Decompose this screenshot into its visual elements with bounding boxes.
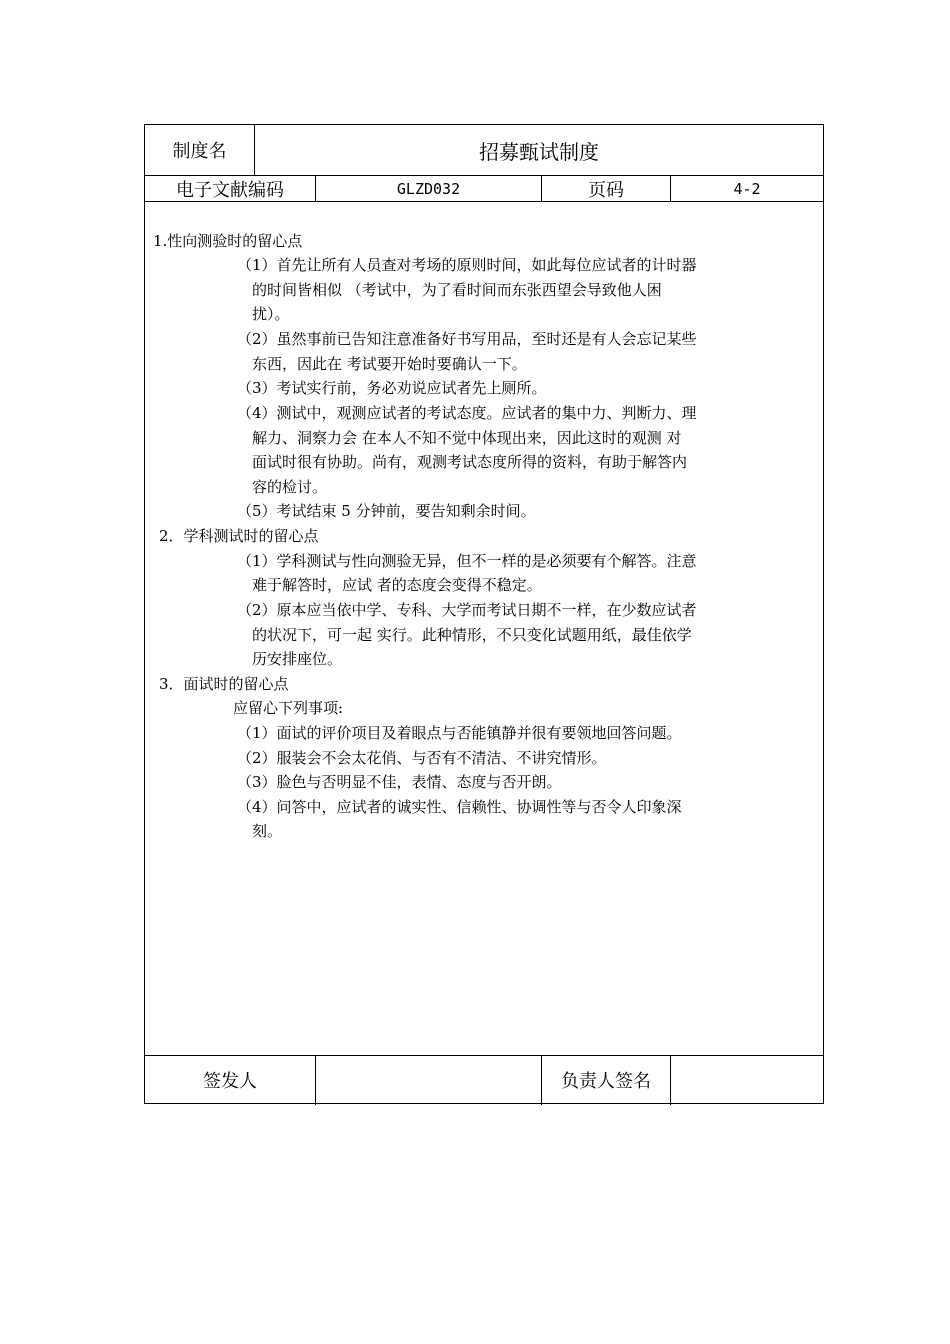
text-line: 刻。	[252, 822, 283, 840]
document-form	[144, 124, 824, 1104]
text-line: （4）测试中，观测应试者的考试态度。应试者的集中力、判断力、理	[237, 404, 697, 422]
issuer-signature-field[interactable]	[316, 1056, 541, 1104]
text-line: 容的检讨。	[252, 478, 328, 496]
label-policy-name: 制度名	[172, 141, 227, 162]
text-line: （5）考试结束 5 分钟前，要告知剩余时间。	[237, 502, 536, 520]
label-responsible-signature: 负责人签名	[561, 1071, 651, 1092]
section-heading: 1.性向测验时的留心点	[153, 232, 303, 250]
text-line: 应留心下列事项:	[233, 699, 344, 717]
responsible-signature-field[interactable]	[671, 1056, 823, 1104]
text-line: （1）首先让所有人员查对考场的原则时间，如此每位应试者的计时器	[237, 256, 697, 274]
page-number: 4-2	[733, 179, 761, 198]
section-heading: 3．面试时的留心点	[159, 675, 289, 693]
text-line: （2）虽然事前已告知注意准备好书写用品，至时还是有人会忘记某些	[237, 330, 697, 348]
label-issuer: 签发人	[203, 1071, 257, 1092]
label-page-number: 页码	[588, 179, 624, 201]
label-document-code: 电子文献编码	[176, 179, 284, 201]
text-line: 面试时很有协助。尚有，观测考试态度所得的资料，有助于解答内	[252, 453, 688, 471]
text-line: 难于解答时，应试 者的态度会变得不稳定。	[252, 576, 542, 594]
text-line: 东西，因此在 考试要开始时要确认一下。	[252, 355, 527, 373]
text-line: 扰）。	[252, 305, 290, 323]
text-line: （2）原本应当依中学、专科、大学而考试日期不一样，在少数应试者	[237, 601, 697, 619]
text-line: （1）学科测试与性向测验无异，但不一样的是必须要有个解答。注意	[237, 552, 697, 570]
document-title: 招募甄试制度	[479, 139, 599, 164]
text-line: 解力、洞察力会 在本人不知不觉中体现出来，因此这时的观测 对	[252, 429, 682, 447]
document-code: GLZD032	[396, 179, 461, 198]
text-line: 历安排座位。	[252, 650, 343, 668]
text-line: 的状况下，可一起 实行。此种情形，不只变化试题用纸，最佳依学	[252, 626, 692, 644]
text-line: （3）考试实行前，务必劝说应试者先上厕所。	[237, 379, 547, 397]
text-line: （1）面试的评价项目及着眼点与否能镇静并很有要领地回答问题。	[237, 724, 682, 742]
text-line: （2）服装会不会太花俏、与否有不清洁、不讲究情形。	[237, 749, 607, 767]
text-line: （4）问答中，应试者的诚实性、信赖性、协调性等与否令人印象深	[237, 798, 682, 816]
text-line: （3）脸色与否明显不佳，表情、态度与否开朗。	[237, 773, 562, 791]
text-line: 的时间皆相似 （考试中，为了看时间而东张西望会导致他人困	[252, 281, 662, 299]
section-heading: 2．学科测试时的留心点	[159, 527, 319, 545]
